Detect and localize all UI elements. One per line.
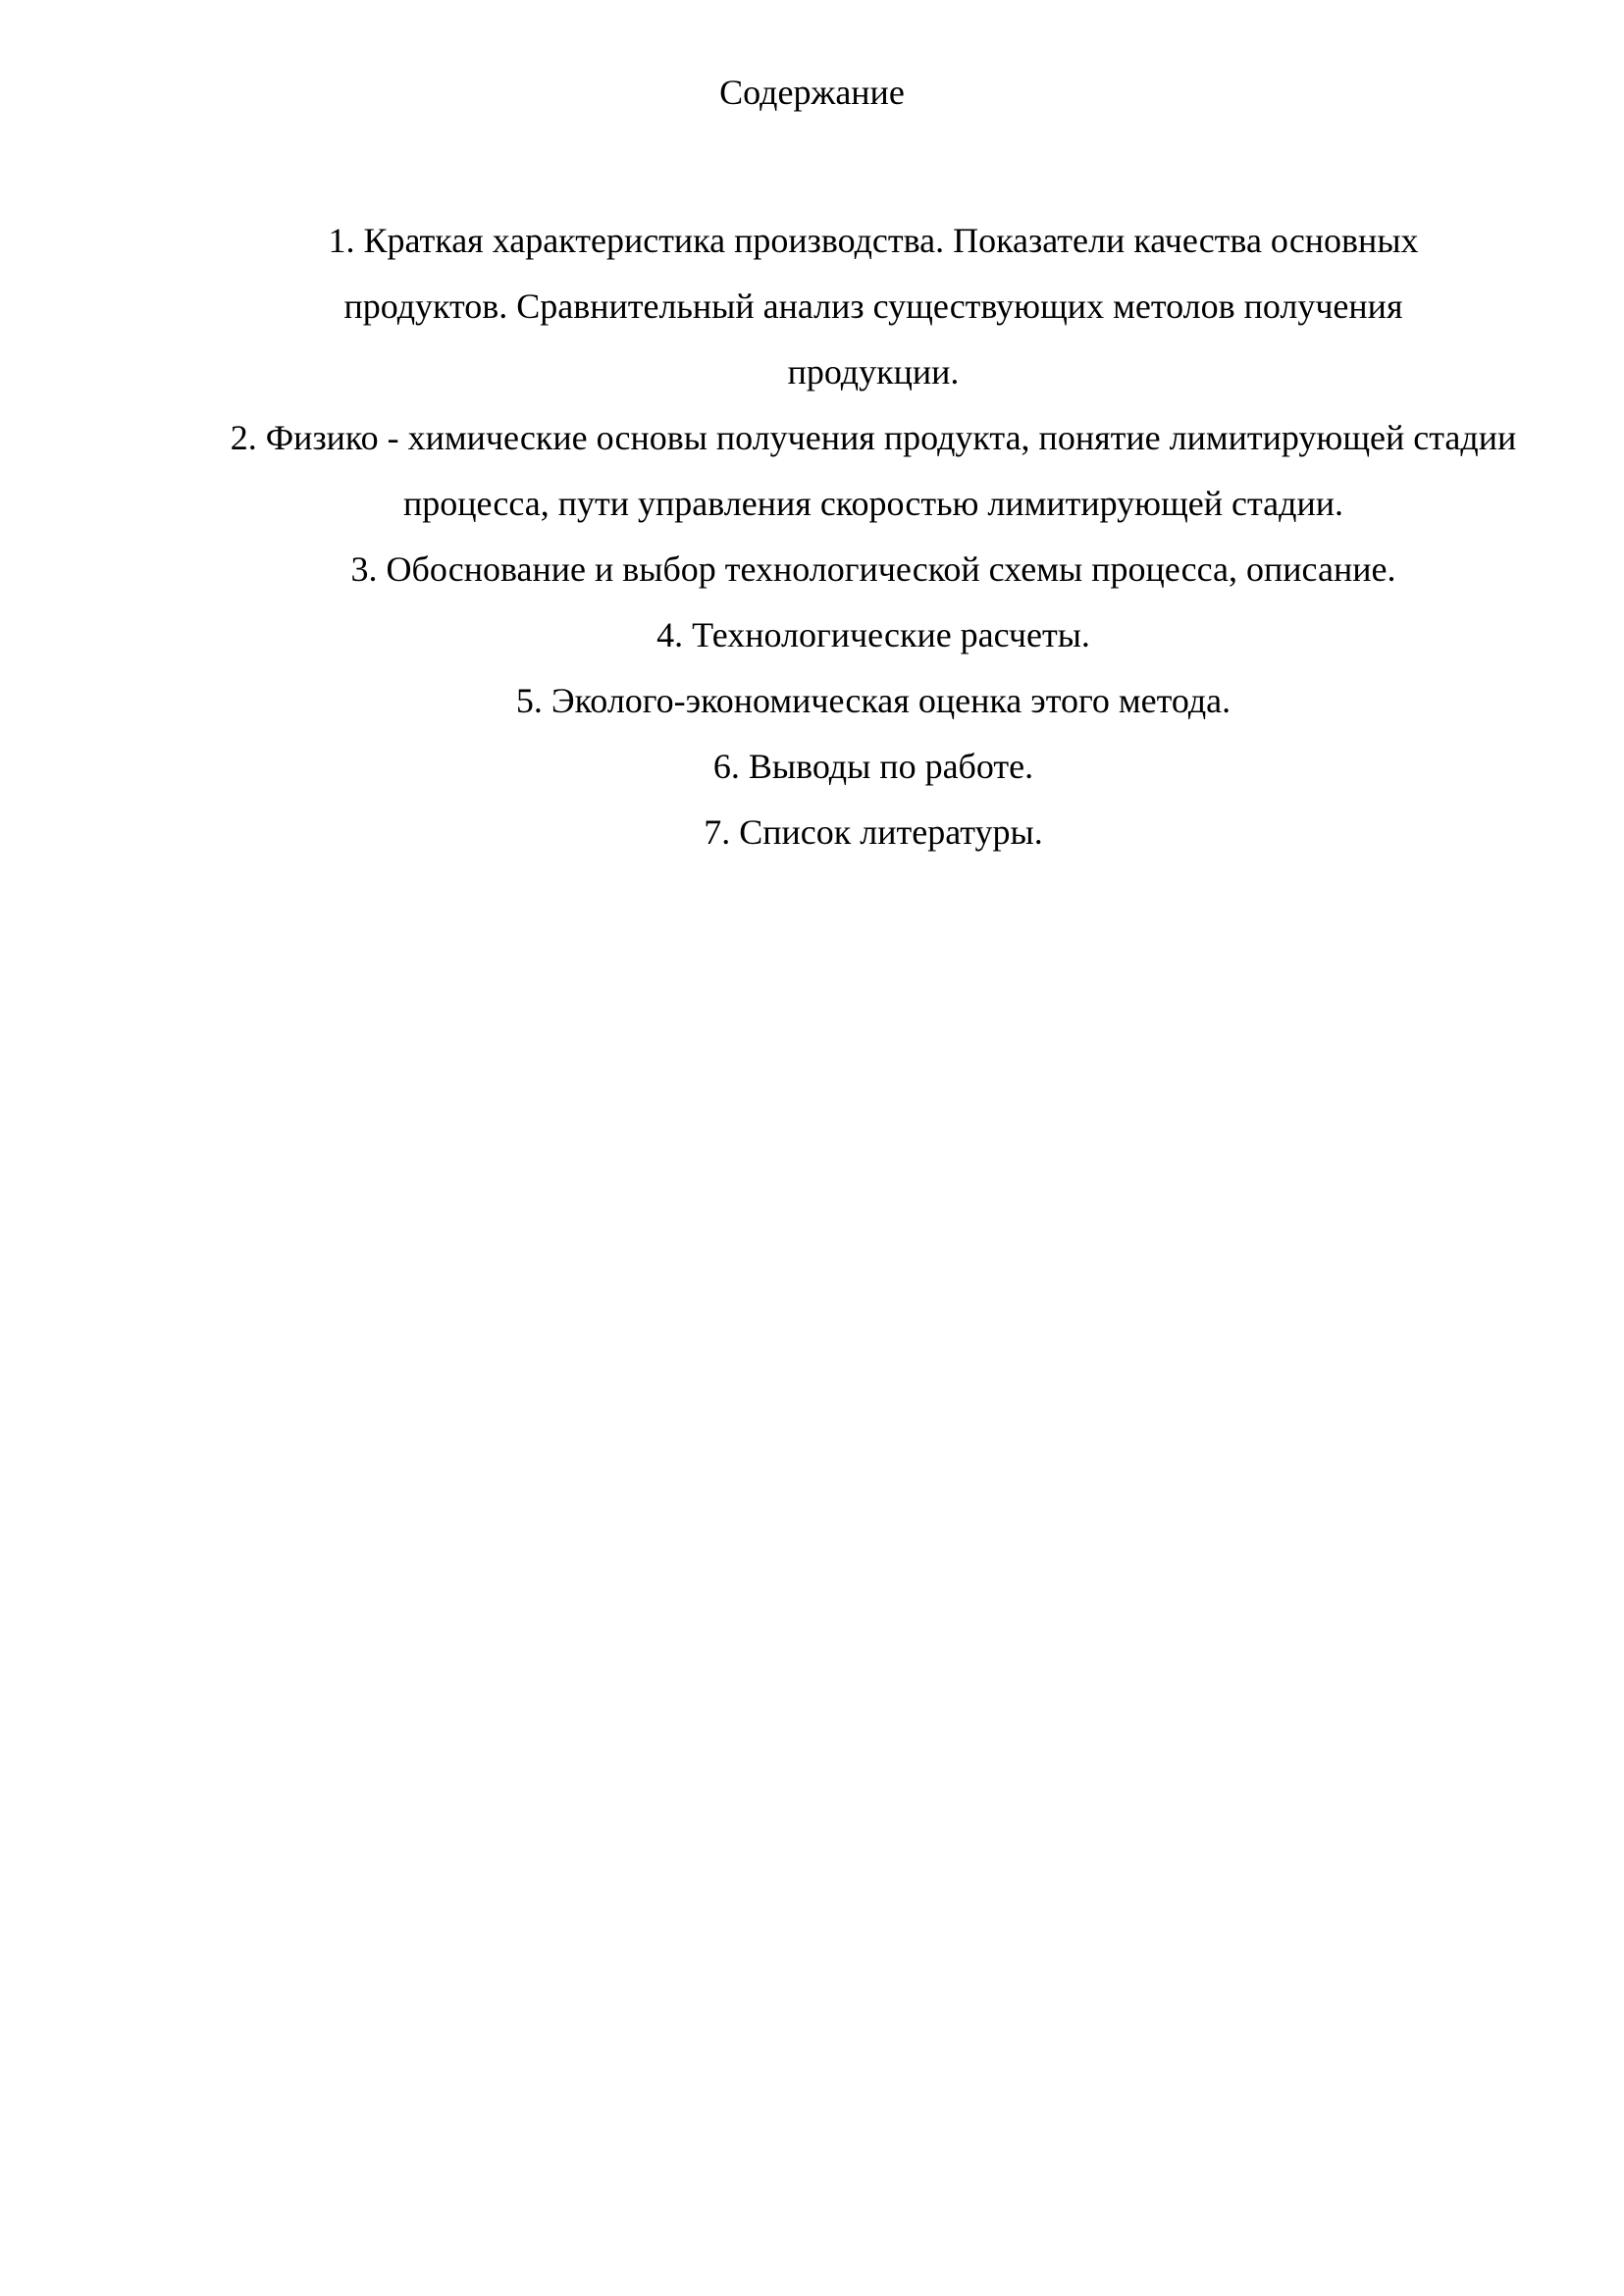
document-title: Содержание (719, 73, 905, 112)
toc-item-1: 1. Краткая характеристика производства. Показатели качества основных продуктов. Сравнительный анализ существующих метолов получения продукции. (328, 221, 1419, 391)
toc-item-7: 7. Список литературы. (704, 812, 1043, 852)
toc-item-6: 6. Выводы по работе. (712, 747, 1034, 786)
toc-item-3: 3. Обоснование и выбор технологической схемы процесса, описание. (350, 549, 1396, 589)
toc-item-4: 4. Технологические расчеты. (656, 615, 1090, 654)
toc-item-2: 2. Физико - химические основы получения продукта, понятие лимитирующей стадии процесса, пути управления скоростью лимитирующей стадии. (230, 418, 1517, 523)
table-of-contents (216, 208, 1531, 865)
toc-item-5: 5. Эколого-экономическая оценка этого метода. (515, 681, 1231, 720)
